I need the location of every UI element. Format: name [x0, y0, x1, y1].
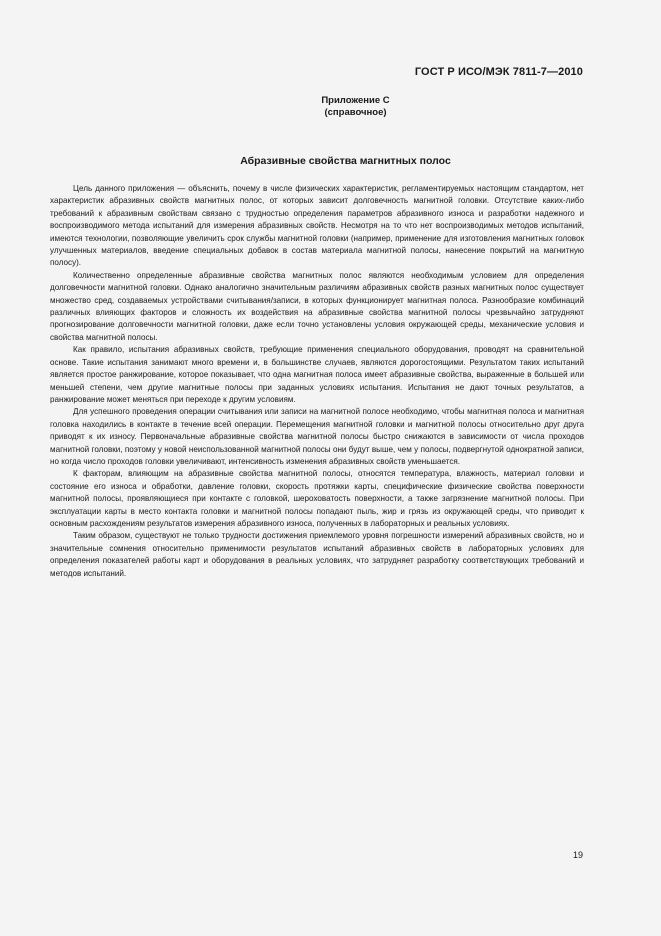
paragraph: Цель данного приложения — объяснить, почему в числе физических характеристик, регламентируемых настоящим стандартом, нет характеристик абразивных свойств магнитных полос, от которых зависит долговечность магнитной головки. Отсутствие каких-либо требований к абразивным свойствам связано с трудностью определения параметров абразивного износа и разработки надежного и воспроизводимого метода испытаний для измерения абразивных свойств. Несмотря на то что нет воспроизводимых методов испытаний, имеются технологии, позволяющие увеличить срок службы магнитной головки (например, применение для изготовления магнитных головок улучшенных материалов, введение специальных добавок в состав материала магнитной полосы, нанесение покрытий на магнитную полосу). [50, 184, 584, 268]
paragraph: К факторам, влияющим на абразивные свойства магнитной полосы, относятся температура, влажность, материал головки и состояние его износа и обработки, давление головки, скорость протяжки карты, специфические физические свойства поверхности магнитной полосы, проявляющиеся при контакте с головкой, шероховатость поверхности, а также загрязнение магнитной полосы. При эксплуатации карты в место контакта головки и магнитной полосы попадают пыль, жир и грязь из окружающей среды, что приводит к основным расхождениям результатов измерения абразивного износа, полученных в лабораторных и реальных условиях. [50, 469, 584, 528]
section-title [0, 155, 661, 167]
section-title-text: Абразивные свойства магнитных полос [240, 155, 451, 167]
appendix-title: Приложение С [321, 95, 390, 106]
body-text [50, 183, 584, 580]
paragraph: Таким образом, существуют не только трудности достижения приемлемого уровня погрешности измерений абразивных свойств, но и значительные сомнения относительно применимости результатов испытаний абразивных свойств в лабораторных условиях для определения показателей работы карт и оборудования в реальных условиях, что затрудняет разработку соответствующих требований и методов испытаний. [50, 531, 584, 578]
paragraph: Как правило, испытания абразивных свойств, требующие применения специального оборудования, проводят на сравнительной основе. Такие испытания занимают много времени и, в большинстве случаев, являются дорогостоящими. Результатом таких испытаний является простое ранжирование, которое показывает, что одна магнитная полоса имеет абразивные свойства, выраженные в большей или меньшей степени, чем другие магнитные полосы при заданных условиях испытания. Испытания не дают точных результатов, а ранжирование может меняться при переходе к другим условиям. [50, 345, 584, 404]
paragraph: Для успешного проведения операции считывания или записи на магнитной полосе необходимо, чтобы магнитная полоса и магнитная головка находились в контакте в течение всей операции. Перемещения магнитной головки и магнитной полосы относительно друг друга приводят к их износу. Первоначальные абразивные свойства магнитной полосы быстро снижаются в зависимости от числа проходов магнитной головки, поэтому у новой неиспользованной магнитной полосы они будут выше, чем у полосы, подвергнутой однократной записи, но когда число проходов головки увеличивают, интенсивность изменения абразивных свойств уменьшается. [50, 407, 584, 466]
page-number: 19 [572, 850, 583, 860]
standard-header: ГОСТ Р ИСО/МЭК 7811-7—2010 [414, 66, 583, 78]
paragraph: Количественно определенные абразивные свойства магнитных полос являются необходимым условием для определения долговечности магнитной головки. Однако аналогично значительным различиям абразивных свойств разных магнитных полос существует множество сред, создаваемых устройствами считывания/записи, в которых функционирует магнитная полоса. Разнообразие комбинаций различных влияющих факторов и сложность их воздействия на абразивные свойства магнитной полосы чрезвычайно затрудняют прогнозирование долговечности магнитной головки, даже если точно установлены условия окружающей среды, механические условия и свойства магнитной полосы. [50, 270, 584, 342]
appendix-note: (справочное) [324, 107, 387, 118]
appendix-heading [0, 95, 661, 119]
